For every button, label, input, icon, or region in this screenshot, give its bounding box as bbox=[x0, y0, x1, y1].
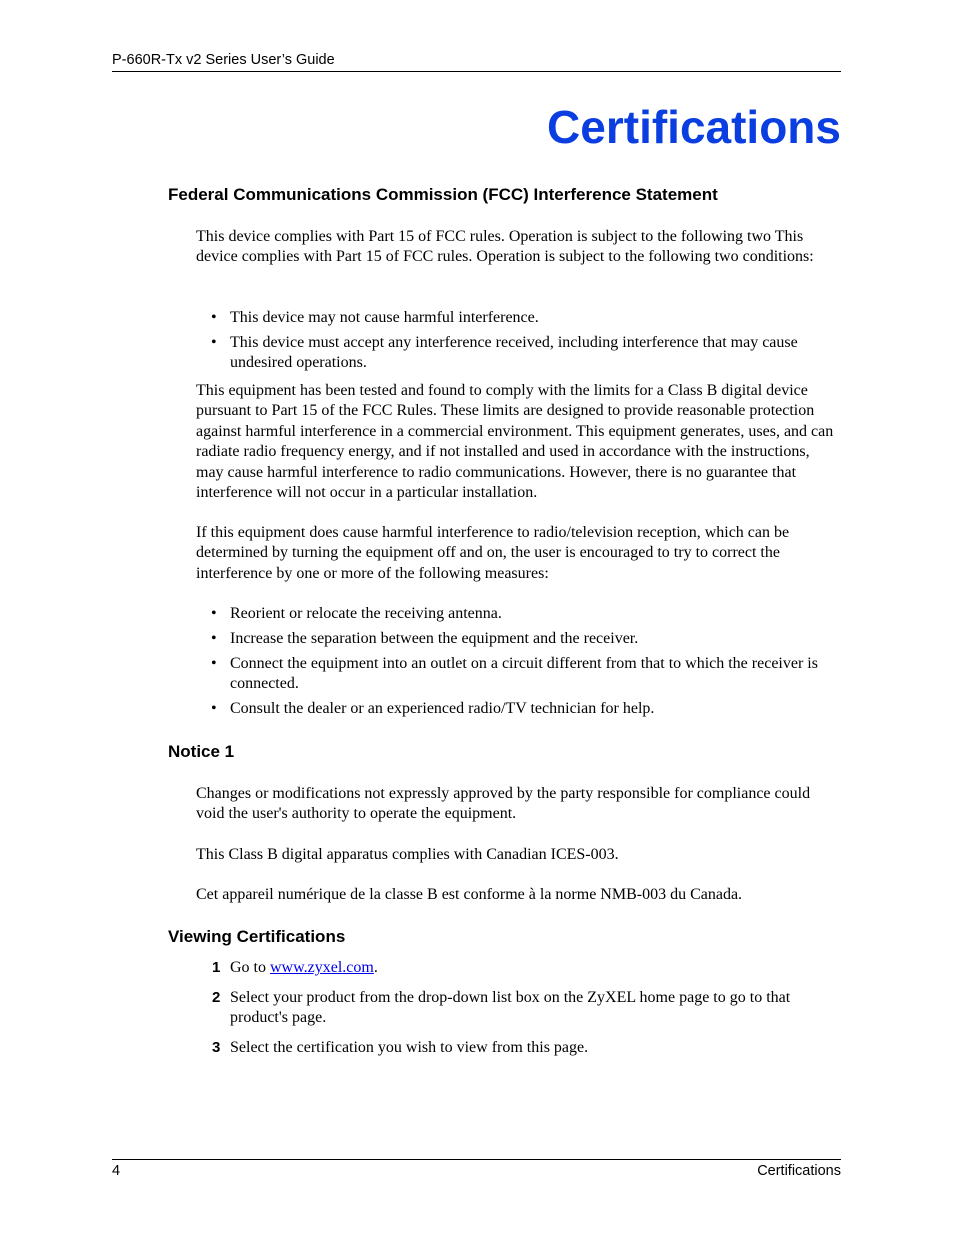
list-item bbox=[196, 629, 841, 649]
fcc-interference-paragraph: If this equipment does cause harmful interference to radio/television reception, which can be determined by turning the equipment off and on, the user is encouraged to try to correct the interference by one or more of the following measures: bbox=[196, 524, 790, 582]
step-text-after: . bbox=[373, 959, 378, 976]
step-number: 3 bbox=[212, 1039, 221, 1057]
notice-nmb-paragraph: Cet appareil numérique de la classe B est conforme à la norme NMB-003 du Canada. bbox=[196, 886, 743, 903]
list-item-text: Connect the equipment into an outlet on a circuit different from that to which the receiver is connected. bbox=[230, 655, 818, 693]
fcc-intro-paragraph: This device complies with Part 15 of FCC rules. Operation is subject to the following two This device complies with Part 15 of FCC rules. Operation is subject to the following two conditions: bbox=[196, 228, 814, 266]
fcc-conditions-list bbox=[196, 308, 841, 378]
footer-section-name: Certifications bbox=[757, 1163, 841, 1179]
notice-ices-paragraph: This Class B digital apparatus complies with Canadian ICES-003. bbox=[196, 846, 619, 863]
page-number: 4 bbox=[112, 1163, 121, 1179]
zyxel-website-link[interactable]: www.zyxel.com bbox=[270, 959, 374, 976]
step-number: 2 bbox=[212, 988, 221, 1006]
step-text: Select your product from the drop-down list box on the ZyXEL home page to go to that product's page. bbox=[230, 988, 791, 1027]
list-item-text: Consult the dealer or an experienced radio/TV technician for help. bbox=[230, 700, 655, 718]
bullet-icon: • bbox=[211, 700, 217, 718]
notice-heading: Notice 1 bbox=[168, 742, 235, 761]
list-item-text: Reorient or relocate the receiving antenna. bbox=[230, 605, 502, 622]
list-item-text: Increase the separation between the equipment and the receiver. bbox=[230, 630, 639, 647]
footer-divider bbox=[112, 1159, 841, 1160]
list-item bbox=[196, 958, 841, 978]
viewing-heading: Viewing Certifications bbox=[168, 927, 346, 946]
list-item-text: This device must accept any interference received, including interference that may cause undesired operations. bbox=[230, 334, 798, 372]
fcc-heading: Federal Communications Commission (FCC) Interference Statement bbox=[168, 185, 718, 204]
notice-changes-paragraph: Changes or modifications not expressly approved by the party responsible for compliance could void the user's authority to operate the equipment. bbox=[196, 785, 811, 823]
list-item bbox=[196, 333, 841, 374]
bullet-icon: • bbox=[211, 605, 217, 622]
fcc-measures-list bbox=[196, 604, 841, 724]
bullet-icon: • bbox=[211, 334, 217, 351]
header-divider bbox=[112, 71, 841, 72]
list-item bbox=[196, 988, 841, 1029]
list-item bbox=[196, 308, 841, 328]
list-item-text: This device may not cause harmful interference. bbox=[230, 309, 539, 326]
page-title: Certifications bbox=[547, 101, 841, 153]
fcc-compliance-paragraph: This equipment has been tested and found to comply with the limits for a Class B digital device pursuant to Part 15 of the FCC Rules. These limits are designed to provide reasonable protection against harmful interference in a commercial environment. This equipment generates, uses, and can radiate radio frequency energy, and if not installed and used in accordance with the instructions, may cause harmful interference to radio communications. However, there is no guarantee that interference will not occur in a particular installation. bbox=[196, 382, 834, 502]
viewing-steps-list bbox=[196, 958, 841, 1068]
list-item bbox=[196, 699, 841, 719]
bullet-icon: • bbox=[211, 630, 217, 647]
list-item bbox=[196, 654, 841, 695]
list-item bbox=[196, 604, 841, 624]
bullet-icon: • bbox=[211, 655, 217, 672]
step-text-before: Go to bbox=[230, 959, 270, 976]
step-number: 1 bbox=[212, 959, 221, 976]
bullet-icon: • bbox=[211, 309, 217, 326]
step-text: Select the certification you wish to view from this page. bbox=[230, 1039, 589, 1057]
list-item bbox=[196, 1038, 841, 1058]
running-header: P-660R-Tx v2 Series User’s Guide bbox=[112, 52, 335, 68]
